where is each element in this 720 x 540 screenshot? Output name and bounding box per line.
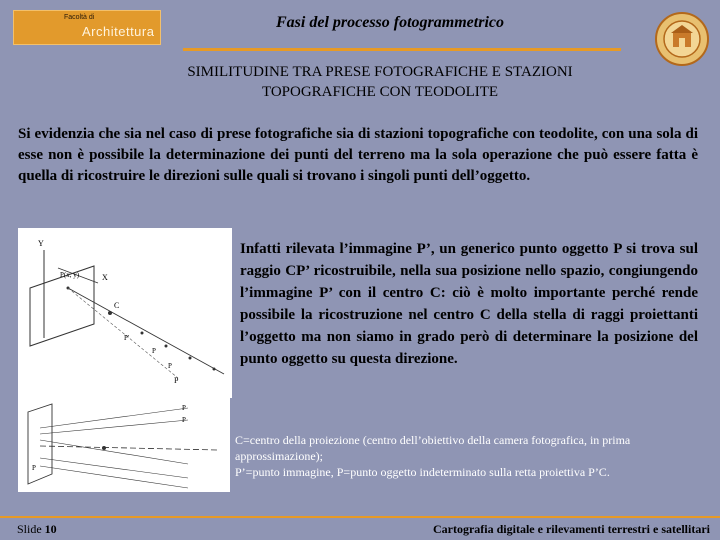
- paragraph-legend: [235, 432, 703, 480]
- paragraph-explanation: Infatti rilevata l’immagine P’, un generico punto oggetto P si trova sul raggio CP’ ricostruibile, nella sua posizione nello spazio, congiungendo l’immagine P’ con il centro C: ciò è molto importante perché rende possibile la ricostruzione nel centro C della stella di raggi proiettanti l’oggetto ma non siamo in grado però di determinare la posizione del punto oggetto su questa direzione.: [240, 241, 698, 367]
- projection-ray: [68, 288, 224, 374]
- point-label-2: P: [152, 347, 156, 355]
- point-4: [213, 368, 216, 371]
- slide-number-value: 10: [44, 522, 57, 536]
- point-3: [189, 357, 192, 360]
- point-label-4: P: [174, 376, 179, 385]
- slide-label: Slide: [17, 522, 42, 536]
- section-subtitle: [100, 62, 660, 102]
- faculty-logo: [13, 10, 161, 45]
- projection-center-bottom: [102, 446, 106, 450]
- projection-diagram-top: [18, 228, 232, 398]
- ray-3: [40, 458, 188, 478]
- bottom-label-c: P: [32, 464, 36, 472]
- legend-line-2: P’=punto immagine, P=punto oggetto indeterminato sulla retta proiettiva P’C.: [235, 465, 610, 479]
- slide-title: Fasi del processo fotogrammetrico: [276, 14, 504, 31]
- course-footer: Cartografia digitale e rilevamenti terrestri e satellitari: [432, 522, 710, 536]
- footer-divider: [0, 516, 720, 518]
- optical-axis: [40, 446, 218, 450]
- paragraph-intro: Si evidenzia che sia nel caso di prese fotografiche sia di stazioni topografiche con teodolite, con una sola di esse non è possibile la determinazione dei punti del terreno ma la sola operazione che può essere fatta è quella di ricostruire le direzioni sulle quali si trovano i singoli punti dell’oggetto.: [18, 126, 698, 184]
- y-axis-label: Y: [38, 239, 44, 248]
- point-label-1: P': [124, 334, 130, 342]
- x-axis-label: X: [102, 273, 108, 282]
- logo-small-text: Facoltà di: [64, 14, 95, 21]
- center-point: [108, 311, 112, 315]
- image-point-label: P(x, y): [60, 271, 80, 279]
- legend-line-1: C=centro della proiezione (centro dell’obiettivo della camera fotografica, in prima approssimazione);: [235, 433, 631, 463]
- point-label-3: P: [168, 362, 172, 370]
- logo-big-text: Architettura: [82, 24, 155, 39]
- ray-5: [40, 440, 188, 464]
- university-seal-icon: [654, 11, 710, 67]
- title-underline: [183, 48, 621, 51]
- projection-diagram-bottom: [18, 398, 230, 492]
- bottom-label-b: P: [182, 416, 186, 424]
- point-1: [141, 332, 144, 335]
- ray-1: [40, 408, 188, 428]
- image-plane-bottom: [28, 404, 52, 484]
- subtitle-line-2: TOPOGRAFICHE CON TEODOLITE: [261, 84, 499, 100]
- bottom-label-a: P: [182, 404, 186, 412]
- projection-ray-2: [68, 288, 178, 378]
- center-label: C: [114, 301, 120, 310]
- ray-4: [40, 466, 188, 488]
- subtitle-line-1: SIMILITUDINE TRA PRESE FOTOGRAFICHE E STAZIONI: [187, 64, 573, 80]
- point-2: [165, 345, 168, 348]
- slide-number: [17, 522, 57, 537]
- ray-2: [40, 420, 188, 434]
